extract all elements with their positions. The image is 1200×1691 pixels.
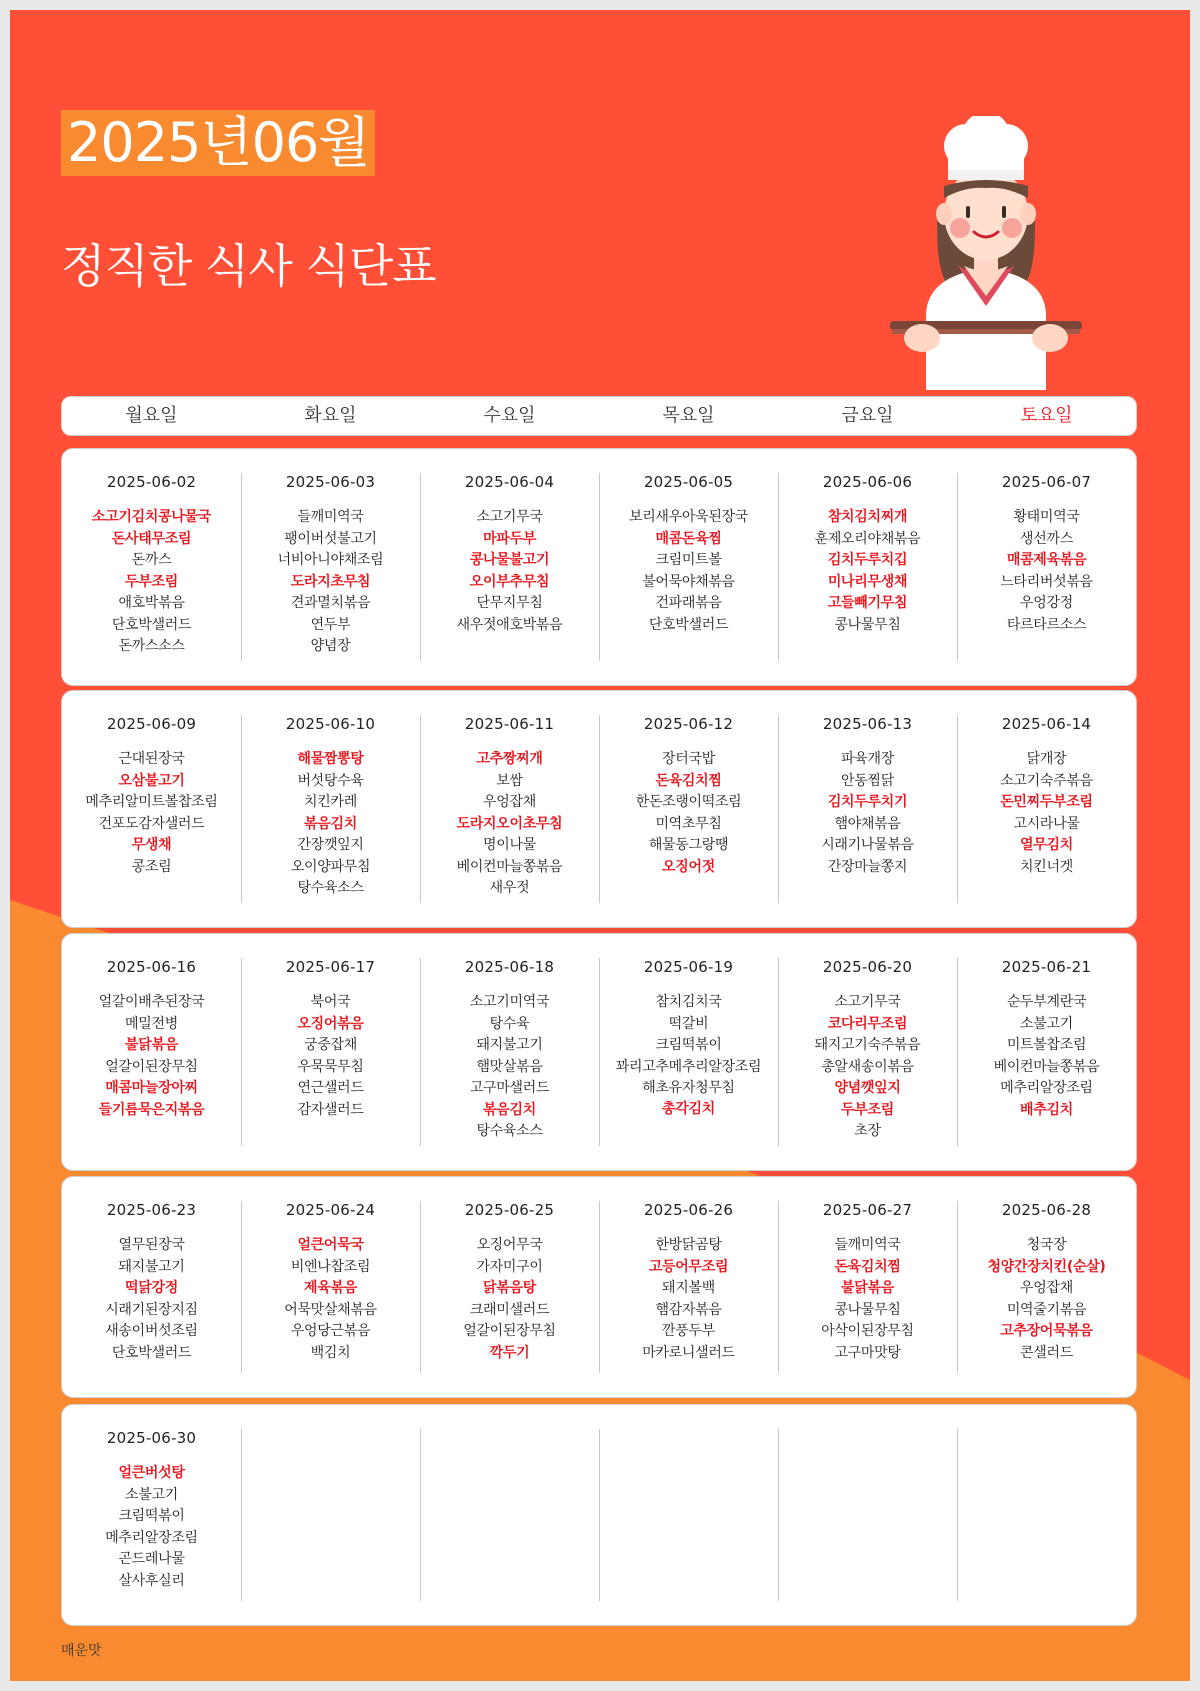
dish-item: 베이컨마늘쫑볶음	[993, 1058, 1100, 1075]
day-date: 2025-06-09	[106, 715, 197, 733]
spicy-dish-item: 도라지오이초무침	[456, 815, 563, 832]
dish-item: 감자샐러드	[297, 1101, 364, 1118]
spicy-dish-item: 볶음김치	[483, 1101, 536, 1118]
week-card	[61, 1176, 1137, 1398]
dish-item: 곤드레나물	[118, 1551, 185, 1567]
spicy-dish-item: 불닭볶음	[125, 1037, 178, 1053]
dish-item: 마카로니샐러드	[642, 1344, 735, 1361]
weekday-fri: 금요일	[841, 405, 894, 426]
week-card	[61, 1404, 1137, 1626]
dish-item: 느타리버섯볶음	[1000, 573, 1093, 590]
dish-item: 돼지볼백	[662, 1280, 715, 1296]
day-cell	[778, 1177, 957, 1397]
spicy-dish-item: 양념깻잎지	[834, 1080, 901, 1096]
weekday-tue: 화요일	[304, 405, 357, 426]
dish-item: 안동찜닭	[841, 772, 894, 789]
dish-item: 새송이버섯조림	[105, 1323, 198, 1339]
dish-item: 불어묵야채볶음	[642, 573, 735, 590]
dish-item: 아삭이된장무침	[821, 1323, 914, 1339]
day-cell	[420, 934, 599, 1170]
day-date: 2025-06-13	[822, 715, 913, 733]
week-card	[61, 690, 1137, 928]
day-cell	[241, 449, 420, 685]
day-date: 2025-06-07	[1001, 473, 1092, 491]
day-cell	[420, 1177, 599, 1397]
spicy-dish-item: 매콤마늘장아찌	[105, 1080, 198, 1096]
spicy-dish-item: 총각김치	[662, 1101, 715, 1117]
dish-item: 크래미샐러드	[469, 1301, 550, 1318]
day-cell	[241, 934, 420, 1170]
day-cell	[241, 691, 420, 927]
weekday-header	[61, 396, 1137, 436]
day-date: 2025-06-27	[822, 1201, 913, 1219]
day-cell	[62, 1177, 241, 1397]
spicy-dish-item: 매콤제육볶음	[1006, 552, 1087, 568]
day-cell	[420, 449, 599, 685]
spicy-dish-item: 오징어젓	[662, 858, 715, 875]
dish-item: 콩나물무침	[834, 1301, 901, 1318]
spicy-dish-item: 깍두기	[489, 1344, 530, 1361]
dish-item: 메추리알장조림	[1000, 1080, 1093, 1096]
dish-item: 우엉잡채	[483, 794, 536, 810]
spicy-dish-item: 제육볶음	[304, 1280, 357, 1296]
dish-item: 너비아니야채조림	[277, 552, 384, 568]
month-label: 2025년06월	[61, 110, 375, 176]
dish-item: 미트볼찹조림	[1006, 1037, 1087, 1053]
dish-item: 떡갈비	[668, 1015, 709, 1032]
day-cell	[778, 449, 957, 685]
day-cell	[599, 449, 778, 685]
day-cell	[957, 691, 1136, 927]
dish-item: 소고기미역국	[469, 994, 550, 1010]
dish-item: 버섯탕수육	[297, 772, 364, 789]
dish-item: 돈까스	[131, 552, 172, 568]
spicy-dish-item: 돈육김치찜	[655, 772, 722, 789]
spicy-dish-item: 참치김치찌개	[827, 509, 908, 525]
day-cell	[62, 691, 241, 927]
dish-item: 비엔나찹조림	[290, 1258, 371, 1275]
spicy-dish-item: 소고기김치콩나물국	[91, 509, 211, 525]
dish-item: 황태미역국	[1013, 509, 1080, 525]
dish-item: 미역초무침	[655, 815, 722, 832]
day-date: 2025-06-03	[285, 473, 376, 491]
dish-item: 햄감자볶음	[655, 1301, 722, 1318]
dish-item: 연두부	[310, 616, 351, 633]
day-date: 2025-06-20	[822, 958, 913, 976]
dish-item: 보쌈	[496, 772, 523, 789]
dish-item: 얼갈이된장무침	[463, 1323, 556, 1339]
day-date: 2025-06-28	[1001, 1201, 1092, 1219]
day-cell	[599, 1177, 778, 1397]
spicy-dish-item: 배추김치	[1020, 1101, 1073, 1118]
dish-item: 탕수육소스	[297, 880, 364, 896]
spicy-legend: 매운맛	[61, 1643, 102, 1659]
dish-item: 치킨너겟	[1020, 858, 1073, 875]
dish-item: 소불고기	[1020, 1015, 1073, 1032]
dish-item: 소고기무국	[476, 509, 543, 525]
spicy-dish-item: 얼큰버섯탕	[118, 1465, 185, 1481]
dish-item: 해초유자청무침	[642, 1079, 735, 1096]
spicy-dish-item: 돈민찌두부조림	[1000, 794, 1093, 810]
week-card	[61, 933, 1137, 1171]
spicy-dish-item: 얼큰어묵국	[297, 1237, 364, 1253]
spicy-dish-item: 도라지초무침	[290, 573, 371, 590]
day-cell	[599, 934, 778, 1170]
dish-item: 우엉강정	[1020, 595, 1073, 611]
dish-item: 오이양파무침	[290, 858, 371, 875]
dish-item: 우묵묵무침	[297, 1058, 364, 1075]
spicy-dish-item: 무생채	[131, 837, 172, 853]
dish-item: 콩조림	[131, 858, 172, 875]
dish-item: 소고기무국	[834, 994, 901, 1010]
day-date: 2025-06-23	[106, 1201, 197, 1219]
day-date: 2025-06-17	[285, 958, 376, 976]
spicy-dish-item: 고추짱찌개	[476, 751, 543, 767]
spicy-dish-item: 불닭볶음	[841, 1280, 894, 1296]
day-date: 2025-06-06	[822, 473, 913, 491]
dish-item: 우엉당근볶음	[290, 1323, 371, 1339]
dish-item: 연근샐러드	[297, 1080, 364, 1096]
dish-item: 콘샐러드	[1020, 1344, 1073, 1361]
dish-item: 단호박샐러드	[648, 616, 729, 633]
spicy-dish-item: 돈육김치찜	[834, 1258, 901, 1275]
dish-item: 들깨미역국	[834, 1237, 901, 1253]
dish-item: 새우젓	[489, 880, 530, 896]
dish-item: 간장마늘쫑지	[827, 858, 908, 875]
spicy-dish-item: 들기름묵은지볶음	[98, 1101, 205, 1118]
dish-item: 명이나물	[483, 837, 536, 853]
dish-item: 청국장	[1026, 1237, 1067, 1253]
dish-item: 한방닭곰탕	[655, 1237, 722, 1253]
spicy-dish-item: 매콤돈육찜	[655, 530, 722, 547]
weekday-sat: 토요일	[1020, 405, 1073, 426]
spicy-dish-item: 열무김치	[1020, 837, 1073, 853]
spicy-dish-item: 미나리무생채	[827, 573, 908, 590]
dish-item: 햄맛살볶음	[476, 1058, 543, 1075]
dish-item: 새우젓애호박볶음	[456, 616, 563, 633]
day-date: 2025-06-24	[285, 1201, 376, 1219]
dish-item: 훈제오리야채볶음	[814, 530, 921, 547]
dish-item: 건포도감자샐러드	[98, 815, 205, 832]
day-cell	[778, 1405, 957, 1625]
spicy-dish-item: 김치두루치기	[827, 794, 908, 810]
day-date: 2025-06-02	[106, 473, 197, 491]
dish-item: 콩나물무침	[834, 616, 901, 633]
spicy-dish-item: 코다리무조림	[827, 1015, 908, 1032]
dish-item: 근대된장국	[118, 751, 185, 767]
day-cell	[957, 449, 1136, 685]
day-cell	[599, 691, 778, 927]
weekday-wed: 수요일	[483, 405, 536, 426]
day-date: 2025-06-16	[106, 958, 197, 976]
dish-item: 크림떡볶이	[655, 1037, 722, 1053]
dish-item: 소불고기	[125, 1486, 178, 1503]
dish-item: 베이컨마늘쫑볶음	[456, 858, 563, 875]
dish-item: 깐풍두부	[662, 1323, 715, 1339]
dish-item: 어묵맛살채볶음	[284, 1301, 377, 1318]
day-cell	[778, 934, 957, 1170]
dish-item: 타르타르소스	[1006, 616, 1087, 633]
spicy-dish-item: 볶음김치	[304, 815, 357, 832]
dish-item: 북어국	[310, 994, 351, 1010]
dish-item: 단무지무침	[476, 595, 543, 611]
dish-item: 크림떡볶이	[118, 1508, 185, 1524]
spicy-dish-item: 김치두루치깁	[827, 552, 908, 568]
day-date: 2025-06-11	[464, 715, 555, 733]
day-date: 2025-06-19	[643, 958, 734, 976]
dish-item: 파육개장	[841, 751, 894, 767]
dish-item: 팽이버섯불고기	[284, 530, 377, 547]
day-date: 2025-06-26	[643, 1201, 734, 1219]
day-date: 2025-06-25	[464, 1201, 555, 1219]
dish-item: 가자미구이	[476, 1258, 543, 1275]
dish-item: 장터국밥	[662, 751, 715, 767]
dish-item: 얼갈이된장무침	[105, 1058, 198, 1075]
dish-item: 돼지불고기	[118, 1258, 185, 1275]
dish-item: 메추리알장조림	[105, 1529, 198, 1546]
dish-item: 탕수육소스	[476, 1123, 543, 1139]
spicy-dish-item: 닭볶음탕	[483, 1280, 536, 1296]
dish-item: 돈까스소스	[118, 638, 185, 654]
spicy-dish-item: 해물짬뽕탕	[297, 751, 364, 767]
day-date: 2025-06-04	[464, 473, 555, 491]
dish-item: 얼갈이배추된장국	[98, 994, 205, 1010]
spicy-dish-item: 오징어볶음	[297, 1015, 364, 1032]
day-cell	[62, 934, 241, 1170]
day-date: 2025-06-30	[106, 1429, 197, 1447]
dish-item: 살사후실리	[118, 1572, 185, 1589]
chef-illustration-icon	[886, 116, 1086, 390]
day-date: 2025-06-12	[643, 715, 734, 733]
weekday-thu: 목요일	[662, 405, 715, 426]
dish-item: 메밀전병	[125, 1015, 178, 1032]
dish-item: 해물동그랑땡	[648, 837, 729, 853]
dish-item: 고시라나물	[1013, 815, 1080, 832]
dish-item: 총알새송이볶음	[821, 1058, 914, 1075]
dish-item: 치킨카레	[304, 794, 357, 810]
spicy-dish-item: 고등어무조림	[648, 1258, 729, 1275]
dish-item: 고구마맛탕	[834, 1344, 901, 1361]
day-date: 2025-06-05	[643, 473, 734, 491]
day-cell	[420, 1405, 599, 1625]
dish-item: 백김치	[310, 1344, 351, 1361]
dish-item: 간장깻잎지	[297, 837, 364, 853]
dish-item: 단호박샐러드	[111, 1344, 192, 1361]
dish-item: 순두부계란국	[1006, 994, 1087, 1010]
dish-item: 들깨미역국	[297, 509, 364, 525]
dish-item: 우엉잡채	[1020, 1280, 1073, 1296]
dish-item: 돼지불고기	[476, 1037, 543, 1053]
week-card	[61, 448, 1137, 686]
day-cell	[241, 1177, 420, 1397]
spicy-dish-item: 떡닭강정	[125, 1280, 178, 1296]
dish-item: 돼지고기숙주볶음	[814, 1037, 921, 1053]
dish-item: 견과멸치볶음	[290, 595, 371, 611]
dish-item: 한돈조랭이떡조림	[635, 794, 742, 810]
spicy-dish-item: 청양간장치킨(순살)	[987, 1258, 1106, 1275]
day-cell	[420, 691, 599, 927]
dish-item: 참치김치국	[655, 994, 722, 1010]
day-cell	[62, 449, 241, 685]
dish-item: 생선까스	[1020, 530, 1073, 547]
dish-item: 시래기나물볶음	[821, 837, 914, 853]
day-date: 2025-06-18	[464, 958, 555, 976]
day-cell	[599, 1405, 778, 1625]
weekday-mon: 월요일	[125, 405, 178, 426]
spicy-dish-item: 오이부추무침	[469, 573, 550, 590]
spicy-dish-item: 고들빼기무침	[827, 595, 908, 611]
dish-item: 크림미트볼	[655, 552, 722, 568]
spicy-dish-item: 콩나물불고기	[469, 552, 550, 568]
dish-item: 양념장	[310, 638, 351, 654]
page-title: 정직한 식사 식단표	[61, 239, 436, 293]
dish-item: 시래기된장지짐	[105, 1301, 198, 1318]
spicy-dish-item: 마파두부	[483, 530, 536, 547]
day-cell	[957, 934, 1136, 1170]
spicy-dish-item: 돈사태무조림	[111, 530, 192, 547]
menu-page	[10, 10, 1190, 1681]
dish-item: 닭개장	[1026, 751, 1067, 767]
dish-item: 오징어무국	[476, 1237, 543, 1253]
day-date: 2025-06-21	[1001, 958, 1092, 976]
dish-item: 보리새우아욱된장국	[628, 509, 748, 525]
dish-item: 애호박볶음	[118, 595, 185, 611]
dish-item: 탕수육	[489, 1015, 530, 1032]
day-cell	[957, 1177, 1136, 1397]
dish-item: 미역줄기볶음	[1006, 1301, 1087, 1318]
dish-item: 단호박샐러드	[111, 616, 192, 633]
day-cell	[241, 1405, 420, 1625]
day-cell	[957, 1405, 1136, 1625]
dish-item: 햄야채볶음	[834, 815, 901, 832]
dish-item: 궁중잡채	[304, 1037, 357, 1053]
dish-item: 소고기숙주볶음	[1000, 772, 1093, 789]
spicy-dish-item: 두부조림	[125, 573, 178, 590]
day-date: 2025-06-10	[285, 715, 376, 733]
dish-item: 꽈리고추메추리알장조림	[615, 1058, 762, 1075]
dish-item: 열무된장국	[118, 1237, 185, 1253]
dish-item: 건파래볶음	[655, 595, 722, 611]
spicy-dish-item: 두부조림	[841, 1101, 894, 1118]
day-date: 2025-06-14	[1001, 715, 1092, 733]
dish-item: 고구마샐러드	[469, 1080, 550, 1096]
dish-item: 메추리알미트볼찹조림	[85, 794, 218, 810]
spicy-dish-item: 오삼불고기	[118, 772, 185, 789]
dish-item: 초장	[854, 1123, 881, 1139]
spicy-dish-item: 고추장어묵볶음	[1000, 1323, 1093, 1339]
day-cell	[778, 691, 957, 927]
day-cell	[62, 1405, 241, 1625]
